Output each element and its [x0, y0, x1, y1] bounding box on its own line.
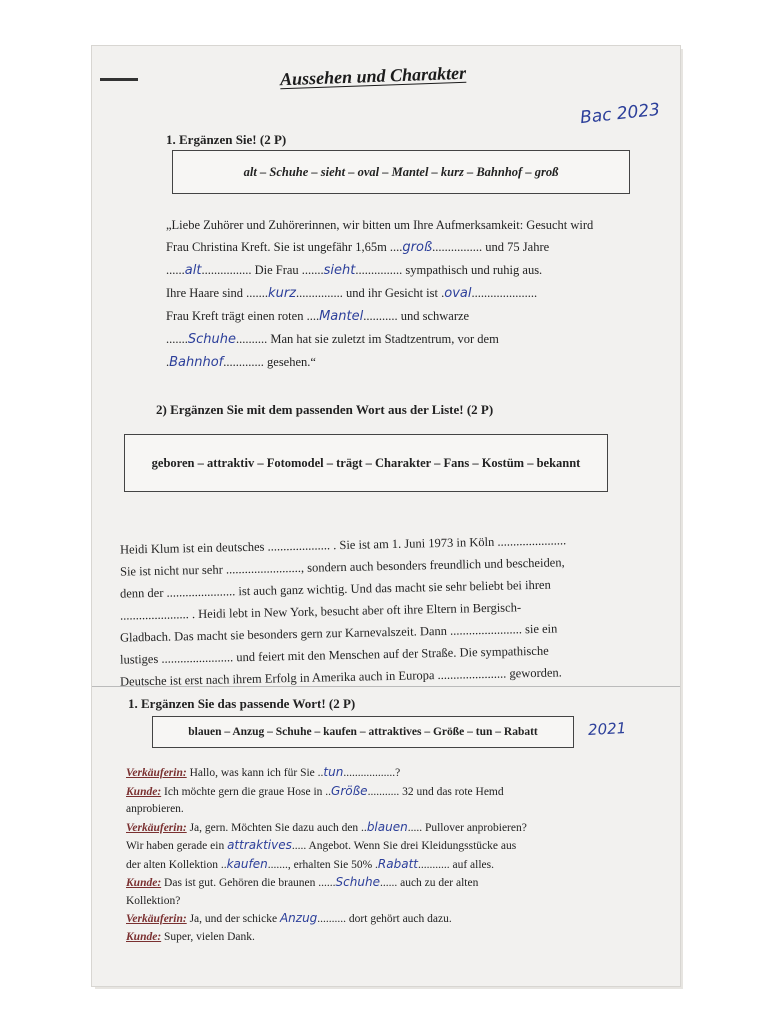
exercise1-line: [166, 305, 593, 328]
printed-text: ............. gesehen.“: [223, 355, 316, 369]
exercise2-line: ...................... . Heidi lebt in New York, besucht aber oft ihre Eltern in Bergisch-: [119, 600, 522, 623]
printed-text: ........... und schwarze: [363, 309, 470, 323]
printed-text: Frau Kreft trägt einen roten ....: [166, 309, 320, 323]
speaker-label: Kunde:: [126, 930, 162, 943]
dialogue-line: [126, 874, 527, 893]
printed-text: .: [166, 355, 170, 369]
printed-text: .......... dort gehört auch dazu.: [317, 913, 452, 925]
exercise2-line: lustiges ....................... und feiert mit den Menschen auf der Straße. Die sympathische: [119, 643, 549, 667]
handwritten-year-note-2021: 2021: [587, 719, 627, 739]
speaker-label: Verkäuferin:: [126, 767, 187, 779]
handwritten-answer: Bahnhof: [169, 355, 224, 370]
exercise2-line: denn der ...................... ist auch ganz wichtig. Und das macht sie sehr beliebt bei ihren: [119, 577, 551, 601]
printed-text: anprobieren.: [126, 803, 184, 815]
dialogue-line: [126, 801, 527, 819]
dialogue-line: [126, 819, 527, 838]
exercise1-line: [166, 282, 593, 305]
printed-text: .....................: [471, 286, 538, 300]
exercise2-heading: [156, 402, 493, 418]
speaker-label: Verkäuferin:: [126, 821, 187, 834]
handwritten-answer: kaufen: [226, 856, 268, 871]
printed-text: .......: [166, 332, 188, 346]
exercise3-wordbox: blauen – Anzug – Schuhe – kaufen – attraktives – Größe – tun – Rabatt: [152, 716, 574, 748]
printed-text: ...... auch zu der alten: [379, 877, 479, 889]
printed-text: ................ und 75 Jahre: [432, 240, 550, 254]
handwritten-answer: Schuhe: [335, 875, 380, 889]
handwritten-answer: Rabatt: [377, 856, 418, 871]
speaker-label: Kunde:: [126, 877, 162, 889]
exercise2-wordbox: geboren – attraktiv – Fotomodel – trägt – Charakter – Fans – Kostüm – bekannt: [124, 434, 608, 492]
printed-text: ................ Die Frau .......: [201, 263, 324, 277]
handwritten-year-note: Bac 2023: [579, 99, 661, 129]
dialogue-line: [126, 856, 527, 875]
printed-text: Ja, gern. Möchten Sie dazu auch den ..: [186, 821, 367, 834]
exercise1-line: [166, 328, 593, 351]
printed-text: ..................?: [343, 767, 401, 779]
page-title: Aussehen und Charakter: [279, 62, 467, 90]
handwritten-answer: Anzug: [279, 911, 318, 925]
dialogue-line: [126, 783, 527, 802]
section-divider: [92, 686, 680, 687]
dialogue-line: [126, 893, 527, 911]
exercise3-dialogue: [126, 764, 527, 946]
handwritten-answer: Mantel: [319, 309, 364, 324]
exercise1-line: [166, 214, 593, 236]
printed-text: ........... auf alles.: [418, 858, 495, 871]
handwritten-answer: tun: [323, 765, 344, 779]
exercise1-heading: 1. Ergänzen Sie! (2 P): [166, 132, 287, 147]
handwritten-answer: alt: [184, 263, 202, 278]
printed-text: ......., erhalten Sie 50% .: [267, 858, 378, 871]
dialogue-line: [126, 929, 527, 947]
exercise3-heading: 1. Ergänzen Sie das passende Wort! (2 P): [128, 696, 356, 711]
exercise1-line: [166, 236, 593, 259]
exercise2-line: Deutsche ist erst nach ihrem Erfolg in Amerika auch in Europa ...................... geworden.: [119, 665, 563, 689]
exercise2-line: Sie ist nicht nur sehr ........................, sondern auch besonders freundlich und bescheiden,: [119, 555, 565, 579]
dialogue-line: [126, 910, 527, 929]
printed-text: ........... 32 und das rote Hemd: [367, 785, 504, 798]
handwritten-answer: oval: [444, 286, 472, 301]
printed-text: Hallo, was kann ich für Sie ..: [186, 767, 324, 779]
printed-text: Ja, und der schicke: [186, 913, 280, 925]
printed-text: ..... Pullover anprobieren?: [407, 821, 527, 834]
handwritten-answer: groß: [402, 240, 433, 255]
exercise1-line: [166, 259, 593, 282]
printed-text: Ihre Haare sind .......: [166, 286, 269, 300]
worksheet-page: [92, 46, 680, 986]
speaker-label: Verkäuferin:: [126, 913, 187, 925]
printed-text: der alten Kollektion ..: [126, 858, 227, 871]
speaker-label: Kunde:: [126, 785, 162, 798]
exercise1-text: [166, 214, 593, 374]
printed-text: Frau Christina Kreft. Sie ist ungefähr 1,65m ....: [166, 240, 403, 254]
handwritten-answer: Größe: [331, 783, 368, 798]
printed-text: Super, vielen Dank.: [161, 930, 255, 943]
printed-text: Wir haben gerade ein: [126, 840, 228, 852]
printed-text: .......... Man hat sie zuletzt im Stadtzentrum, vor dem: [236, 332, 499, 346]
handwritten-answer: attraktives: [227, 838, 292, 852]
margin-dash: [100, 78, 138, 81]
printed-text: Ich möchte gern die graue Hose in ..: [161, 785, 332, 798]
dialogue-line: [126, 764, 527, 783]
exercise1-wordbox: alt – Schuhe – sieht – oval – Mantel – kurz – Bahnhof – groß: [172, 150, 630, 194]
handwritten-answer: sieht: [323, 263, 356, 278]
handwritten-answer: blauen: [366, 819, 408, 834]
printed-text: ......: [166, 263, 185, 277]
printed-text: ..... Angebot. Wenn Sie drei Kleidungsstücke aus: [291, 840, 517, 852]
printed-text: ............... sympathisch und ruhig aus.: [355, 263, 543, 277]
printed-text: Das ist gut. Gehören die braunen ......: [161, 877, 336, 889]
exercise2-line: Gladbach. Das macht sie besonders gern zur Karnevalszeit. Dann ....................... sie ein: [119, 621, 558, 645]
handwritten-answer: kurz: [268, 286, 296, 301]
printed-text: Kollektion?: [126, 894, 181, 907]
exercise2-number: 2): [156, 402, 167, 417]
exercise1-line: [166, 351, 593, 374]
exercise2-heading-text: Ergänzen Sie mit dem passenden Wort aus der Liste! (2 P): [170, 402, 494, 417]
dialogue-line: [126, 837, 527, 856]
exercise2-line: Heidi Klum ist ein deutsches .................... . Sie ist am 1. Juni 1973 in Köln ......................: [119, 533, 567, 557]
printed-text: ............... und ihr Gesicht ist .: [295, 286, 445, 300]
exercise2-text: [120, 534, 566, 688]
handwritten-answer: Schuhe: [187, 332, 236, 347]
printed-text: „Liebe Zuhörer und Zuhörerinnen, wir bitten um Ihre Aufmerksamkeit: Gesucht wird: [166, 218, 594, 232]
